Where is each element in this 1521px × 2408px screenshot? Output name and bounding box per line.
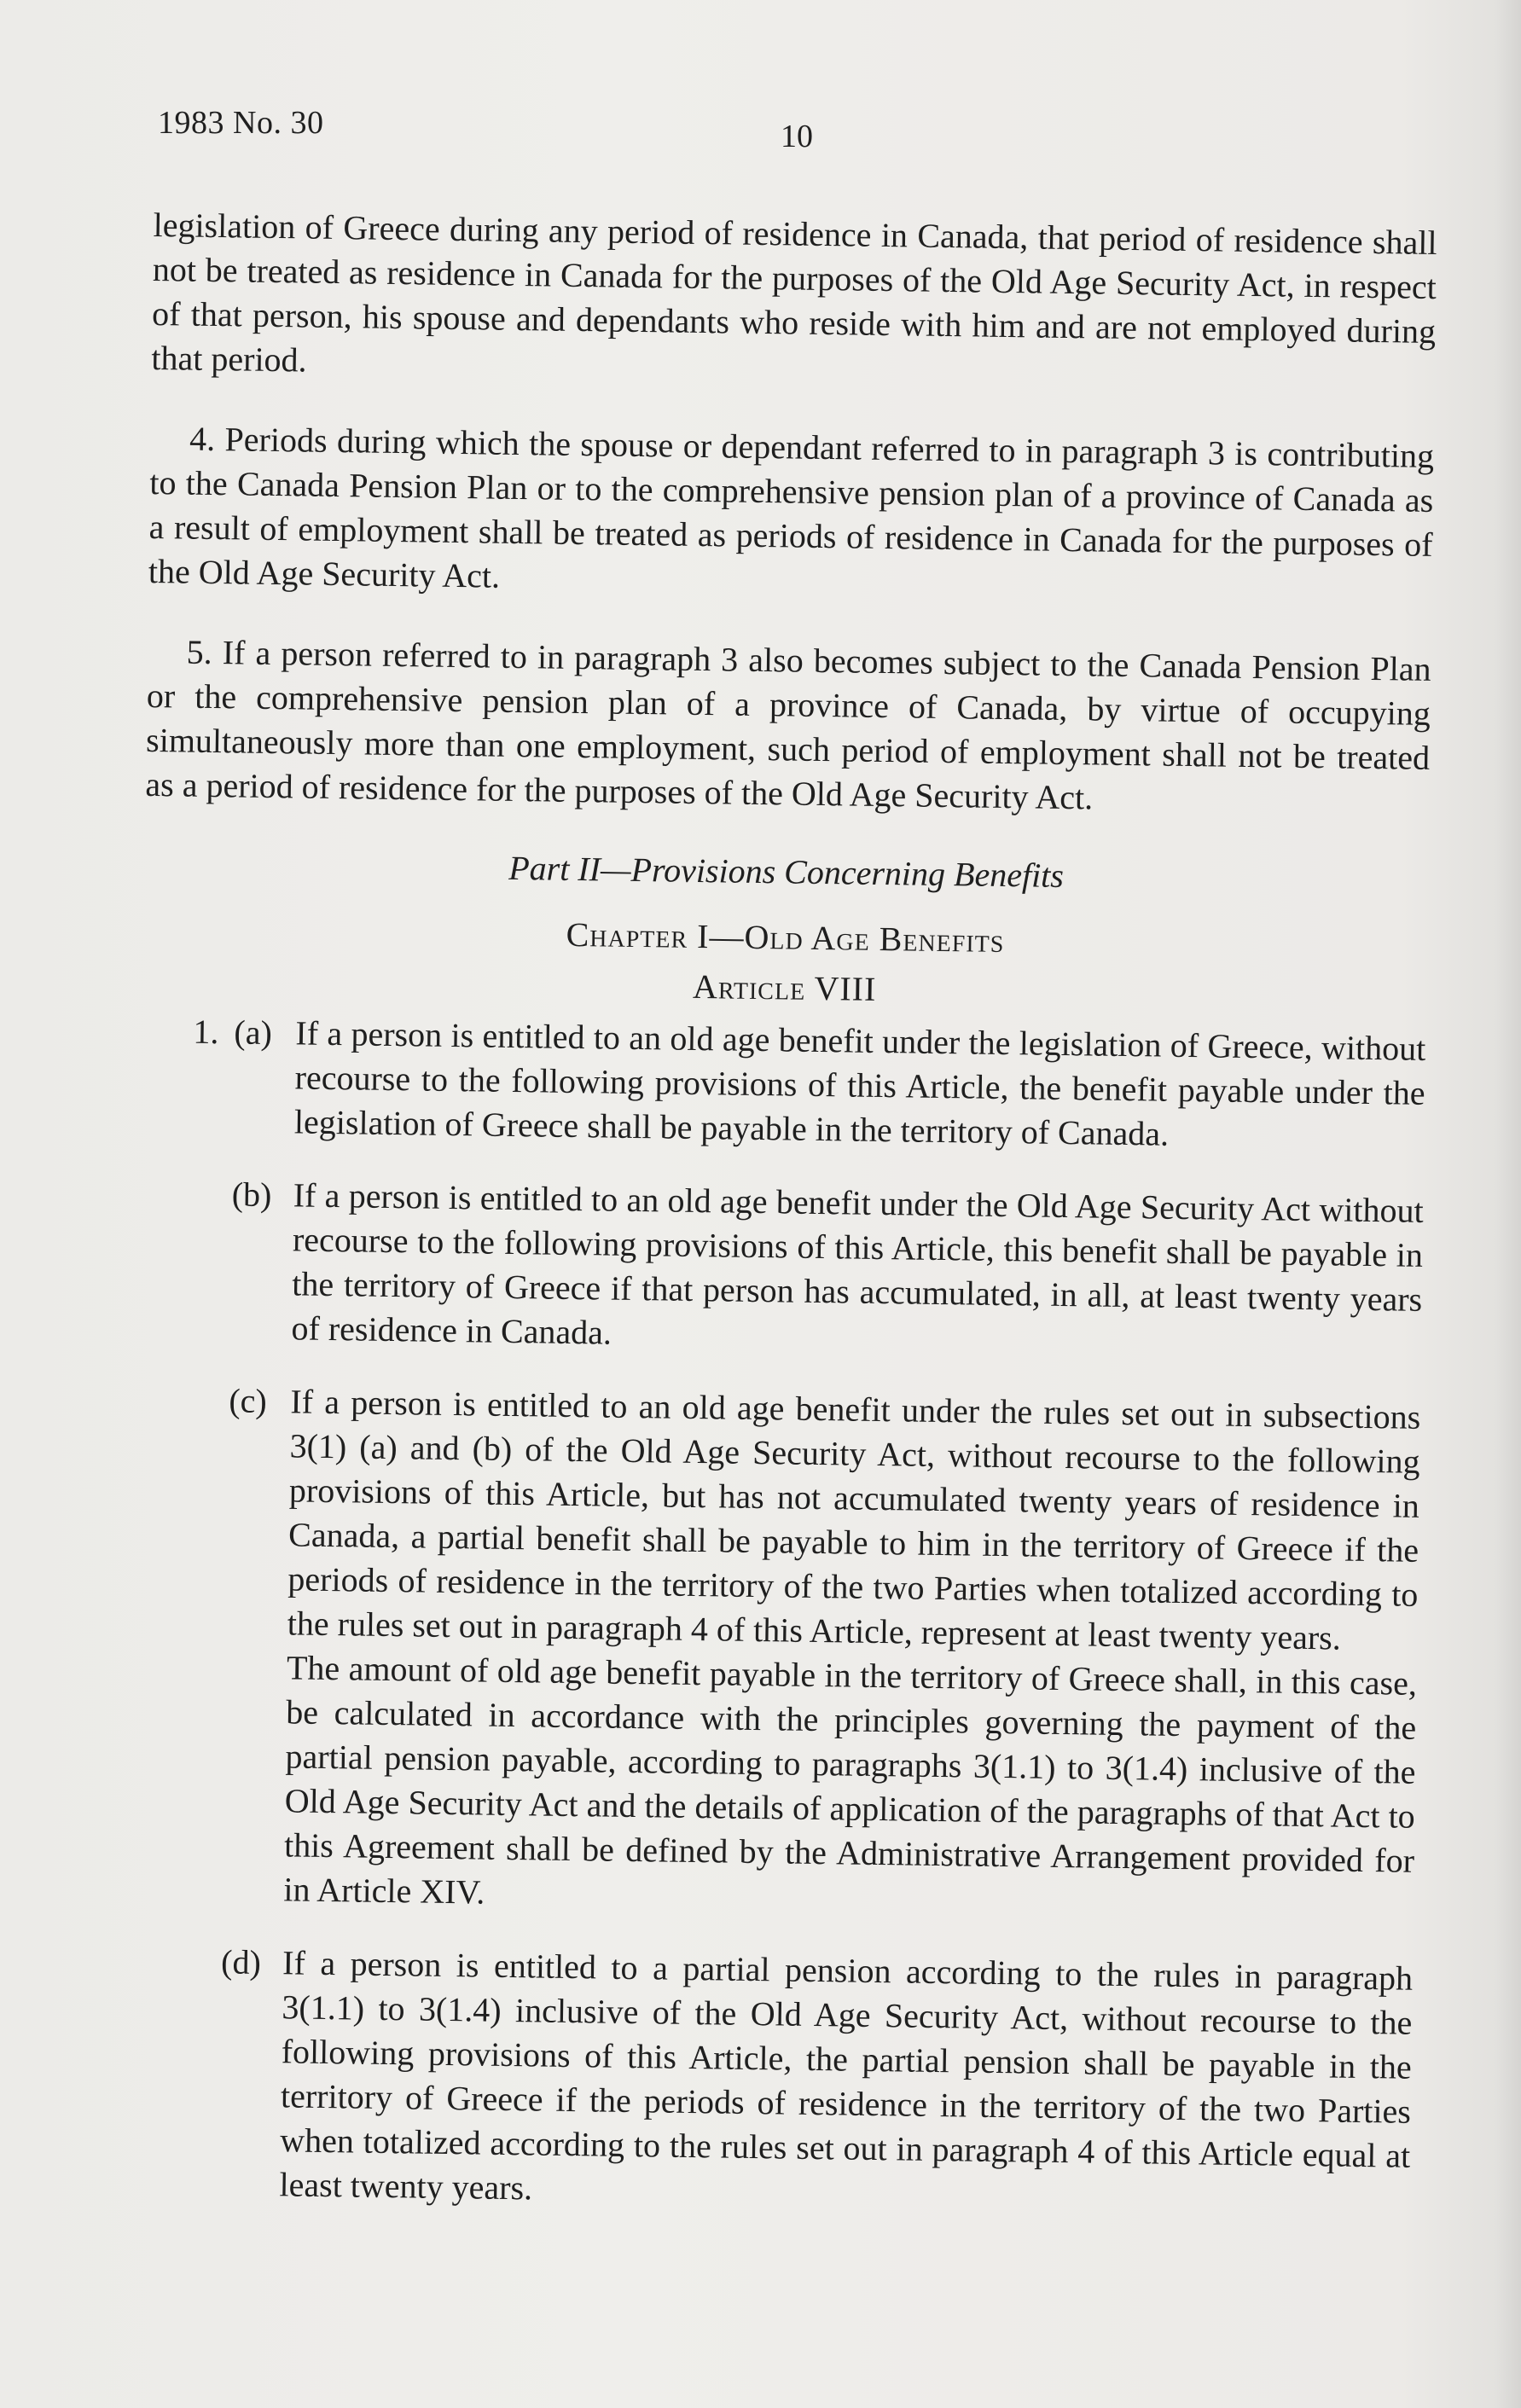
paragraph-5: 5. If a person referred to in paragraph 3 also becomes subject to the Canada Pension Plan or the comprehensive pension plan of a province of Canada, by virtue of occupying simultaneously more than one employment, such period of employment shall not be treated as a period of residence for the purposes of the Old Age Security Act. — [145, 632, 1431, 817]
item-text-c-1: If a person is entitled to an old age benefit under the rules set out in subsections 3(1) (a) and (b) of the Old Age Security Act, without recourse to the following provisions of this Article, but has not accumulated twenty years of residence in Canada, a partial benefit shall be payable to him in the territory of Greece if the periods of residence in the territory of the two Parties when totalized according to the rules set out in paragraph 4 of this Article, represent at least twenty years. — [287, 1382, 1421, 1657]
item-text-d: If a person is entitled to a partial pension according to the rules in paragraph 3(1.1) to 3(1.4) inclusive of the Old Age Security Act, without recourse to the following provisions of this Article, the partial pension shall be payable in the territory of Greece if the periods of residence in the territory of the two Parties when totalized according to the rules set out in paragraph 4 of this Article equal at least twenty years. — [279, 1943, 1414, 2208]
article-heading: Article VIII — [692, 966, 877, 1008]
statute-reference: 1983 No. 30 — [158, 105, 324, 141]
item-number: 1. — [193, 1012, 219, 1052]
item-label-c: (c) — [229, 1381, 268, 1420]
page-number: 10 — [781, 119, 813, 154]
page-edge-shadow — [1495, 0, 1521, 2408]
item-label-a: (a) — [234, 1013, 273, 1053]
article-item-d — [125, 1939, 1413, 2223]
item-label-b: (b) — [231, 1175, 272, 1215]
article-item-c — [130, 1378, 1421, 1928]
article-item-b — [137, 1171, 1424, 1366]
paragraph-continuation: legislation of Greece during any period of residence in Canada, that period of residence shall not be treated as residence in Canada for the purposes of the Old Age Security Act, in respect of that person, his spouse and dependants who reside with him and are not employed during that period. — [151, 205, 1437, 380]
paragraph-4: 4. Periods during which the spouse or dependant referred to in paragraph 3 is contributing to the Canada Pension Plan or to the comprehensive pension plan of a province of Canada as a result of employment shall be treated as periods of residence in Canada for the purposes of the Old Age Security Act. — [148, 419, 1435, 595]
part-heading: Part II—Provisions Concerning Benefits — [508, 848, 1065, 895]
item-text-a: If a person is entitled to an old age benefit under the legislation of Greece, without recourse to the following provisions of this Article, the benefit payable under the legislation of Greece shall be payable in the territory of Canada. — [293, 1013, 1426, 1153]
article-item-a — [141, 1009, 1426, 1160]
item-label-d: (d) — [220, 1942, 262, 1982]
body-text — [125, 203, 1437, 2252]
chapter-heading: Chapter I—Old Age Benefits — [566, 914, 1005, 960]
item-text-b: If a person is entitled to an old age benefit under the Old Age Security Act without recourse to the following provisions of this Article, this benefit shall be payable in the territory of Greece if that person has accumulated, in all, at least twenty years of residence in Canada. — [291, 1175, 1424, 1352]
item-text-c-2: The amount of old age benefit payable in the territory of Greece shall, in this case, be calculated in accordance with the principles governing the payment of the partial pension payable, according to paragraphs 3(1.1) to 3(1.4) inclusive of the Old Age Security Act and the details of application of the paragraphs of that Act to this Agreement shall be defined by the Administrative Arrangement provided for in Article XIV. — [283, 1648, 1418, 1912]
